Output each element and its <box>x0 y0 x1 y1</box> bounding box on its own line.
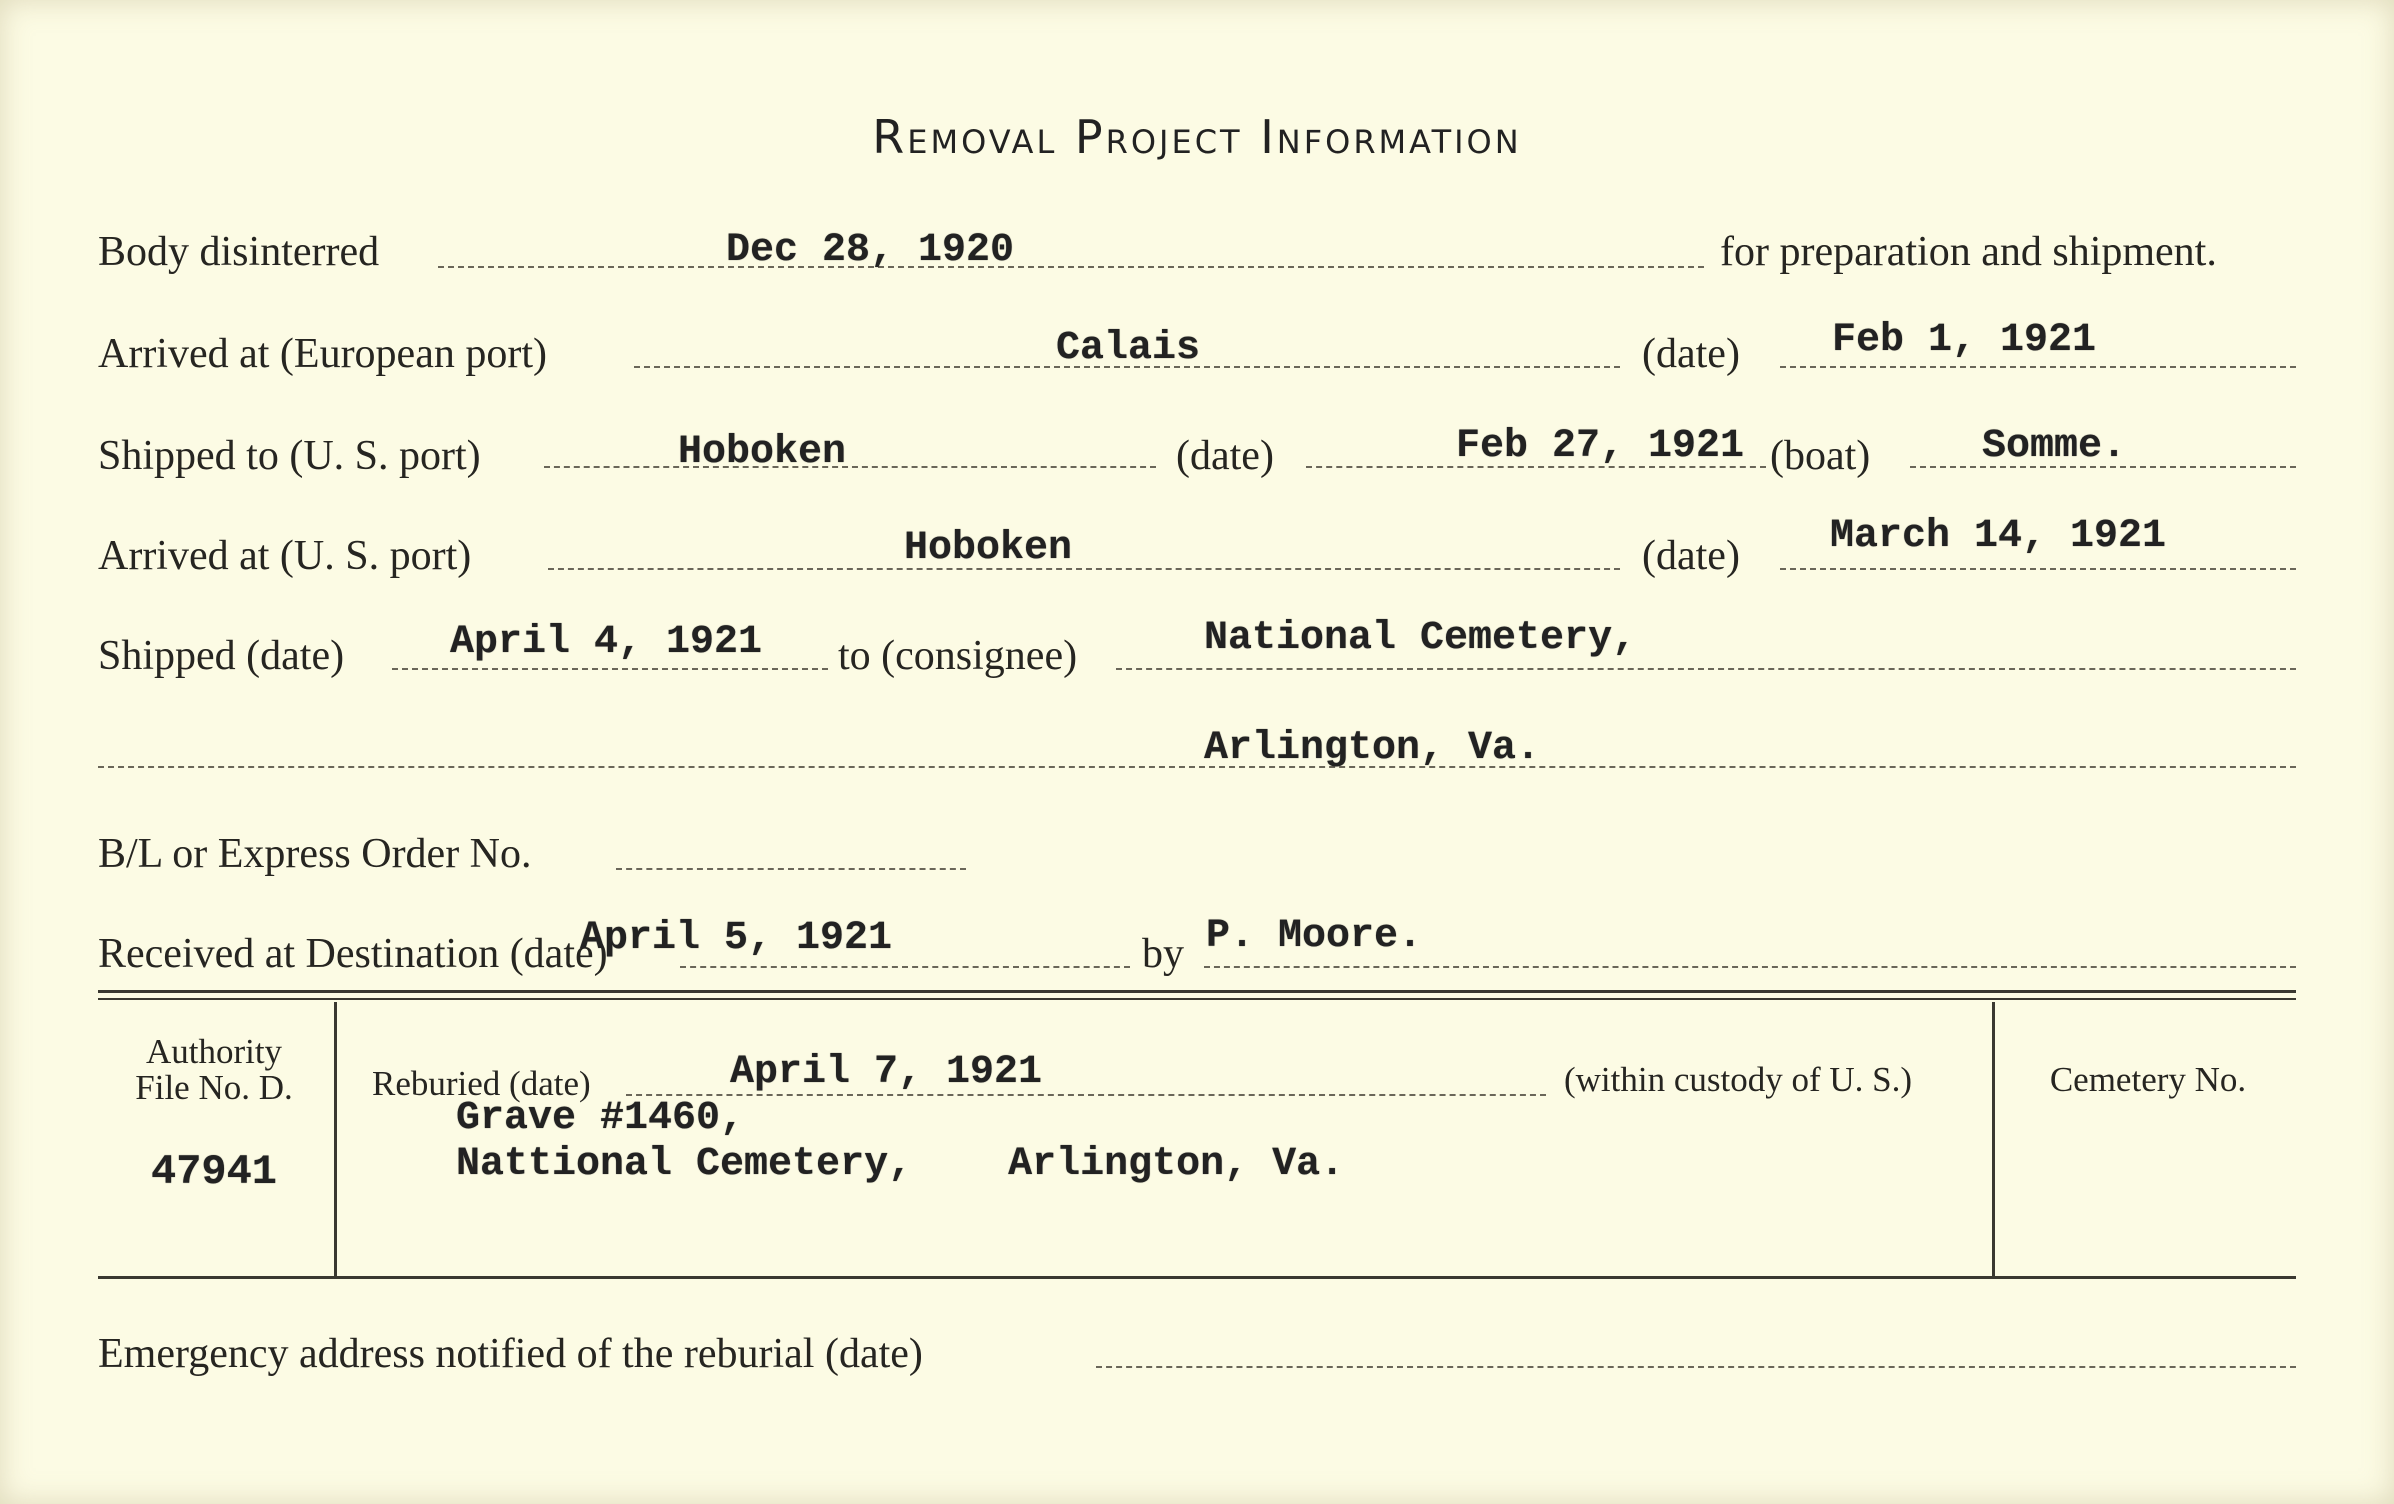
card-title: Removal Project Information <box>872 110 1522 164</box>
grave-line-1: Grave #1460, <box>456 1096 745 1141</box>
eu-port-value: Calais <box>1056 326 1201 371</box>
emergency-line <box>1096 1366 2296 1368</box>
reburied-label: Reburied (date) <box>372 1064 591 1103</box>
authority-label-1: Authority <box>145 1032 283 1071</box>
consignee-line-2 <box>98 766 2296 768</box>
by-line <box>1204 966 2296 968</box>
boat-label: (boat) <box>1770 433 1871 479</box>
grave-line-2: Nattional Cemetery, Arlington, Va. <box>456 1142 1345 1187</box>
box-divider-left <box>334 1002 337 1276</box>
received-by: P. Moore. <box>1206 914 1423 959</box>
reburied-date: April 7, 1921 <box>730 1050 1043 1095</box>
by-label: by <box>1142 931 1184 977</box>
box-divider-right <box>1992 1002 1995 1276</box>
disinterred-line <box>438 266 1704 268</box>
received-label: Received at Destination (date) <box>98 931 608 977</box>
eu-date-label: (date) <box>1642 331 1740 377</box>
shipped-out-line-visible <box>392 668 828 670</box>
consignee-label: to (consignee) <box>838 633 1078 679</box>
arrived-date-line <box>1780 568 2296 570</box>
disinterred-label: Body disinterred <box>98 229 380 275</box>
consignee-line-1 <box>1116 668 2296 670</box>
cemetery-no-label: Cemetery No. <box>2049 1060 2247 1099</box>
custody-label: (within custody of U. S.) <box>1564 1060 1913 1099</box>
bl-line <box>616 868 966 870</box>
authority-label-2: File No. D. <box>135 1068 293 1107</box>
received-line <box>680 966 1130 968</box>
eu-port-label: Arrived at (European port) <box>98 331 547 377</box>
shipped-label: Shipped (date) <box>98 633 345 679</box>
disinterred-date: Dec 28, 1920 <box>726 228 1015 273</box>
arrived-date-label: (date) <box>1642 533 1740 579</box>
eu-date-line <box>1780 366 2296 368</box>
consignee-value-1: National Cemetery, <box>1204 616 1637 661</box>
shipped-date-label: (date) <box>1176 433 1274 479</box>
emergency-label: Emergency address notified of the reburial (date) <box>98 1331 923 1377</box>
arrived-us-port: Hoboken <box>904 526 1073 571</box>
shipped-us-label: Shipped to (U. S. port) <box>98 433 481 479</box>
bl-label: B/L or Express Order No. <box>98 831 532 877</box>
received-date: April 5, 1921 <box>580 916 893 961</box>
shipped-us-port: Hoboken <box>678 430 847 475</box>
arrived-date-value: March 14, 1921 <box>1830 514 2167 559</box>
arrived-us-label: Arrived at (U. S. port) <box>98 533 472 579</box>
boat-value: Somme. <box>1982 424 2127 469</box>
eu-date-value: Feb 1, 1921 <box>1832 318 2097 363</box>
arrived-us-line <box>548 568 1620 570</box>
consignee-value-2: Arlington, Va. <box>1204 726 1541 771</box>
box-bottom-rule <box>98 1276 2296 1279</box>
shipped-date-value: Feb 27, 1921 <box>1456 424 1745 469</box>
shipped-us-line <box>544 466 1156 468</box>
shipped-out-date: April 4, 1921 <box>450 620 763 665</box>
disinterred-suffix: for preparation and shipment. <box>1720 229 2217 275</box>
authority-file-no: 47941 <box>150 1148 278 1196</box>
box-top-rule <box>98 990 2296 993</box>
box-top-rule-2 <box>98 998 2296 1000</box>
